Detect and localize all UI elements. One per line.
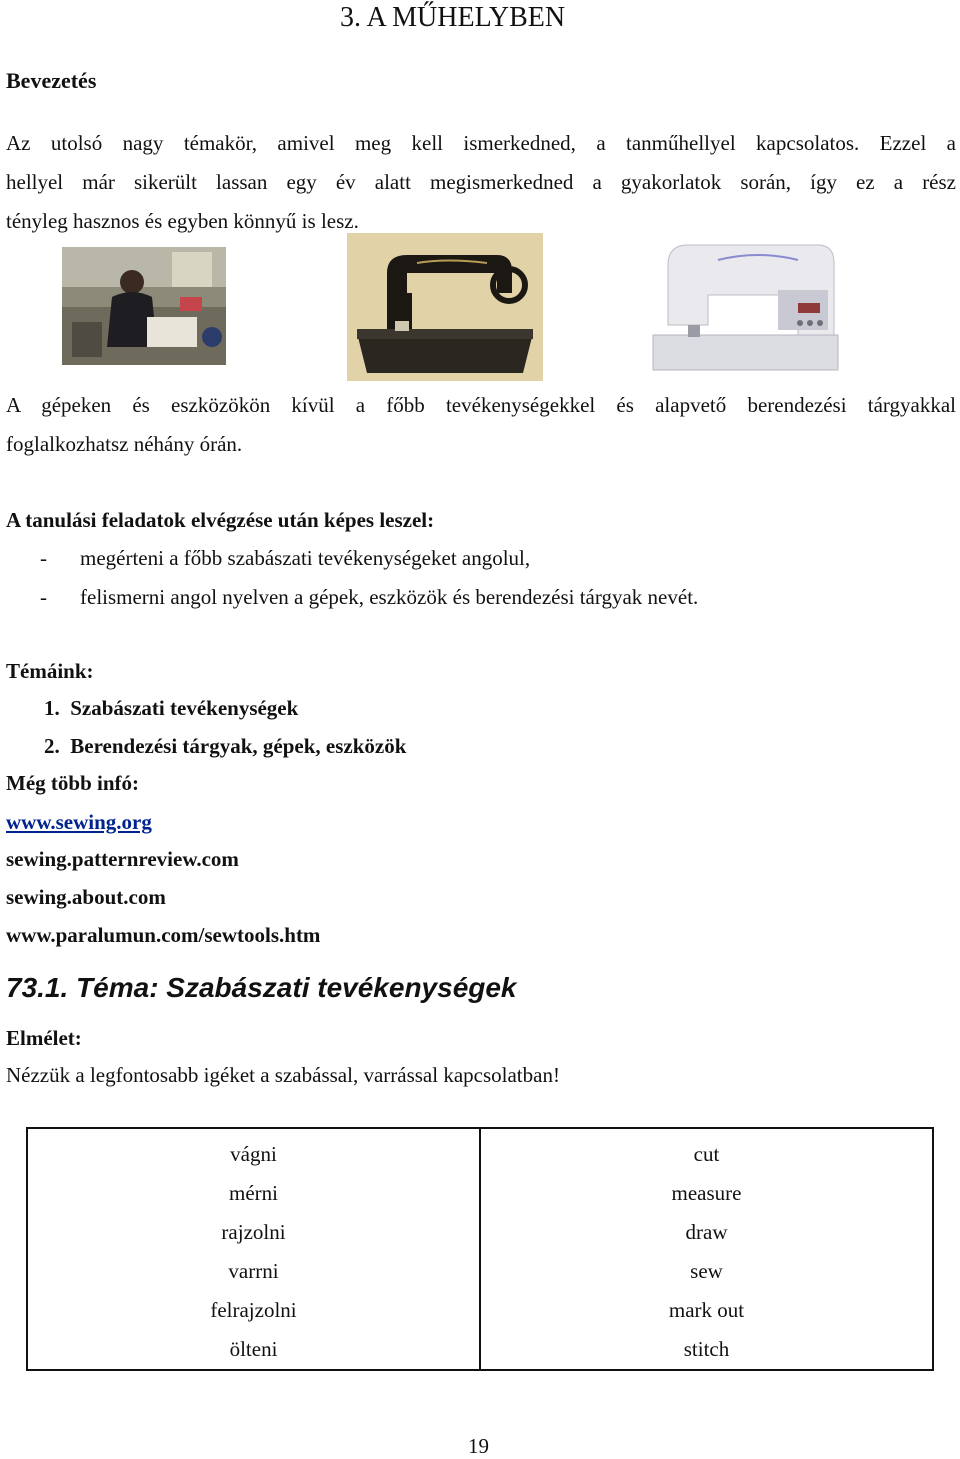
vocabulary-table <box>26 1127 934 1371</box>
theory-heading: Elmélet: <box>6 1026 82 1050</box>
table-row <box>27 1291 933 1330</box>
hungarian-word: varrni <box>27 1252 480 1291</box>
objective-text: felismerni angol nyelven a gépek, eszközök és berendezési tárgyak nevét. <box>80 585 699 609</box>
workshop-photo <box>62 247 226 365</box>
english-word: measure <box>671 1181 742 1205</box>
topic-item-2: 2. Berendezési tárgyak, gépek, eszközök <box>44 734 407 758</box>
link-sewing-about: sewing.about.com <box>6 885 166 909</box>
english-word: stitch <box>683 1337 730 1361</box>
modern-sewing-machine <box>648 235 844 379</box>
objective-dash: - <box>40 585 47 609</box>
link-paralumun: www.paralumun.com/sewtools.htm <box>6 923 321 947</box>
english-word: draw <box>685 1220 728 1244</box>
theory-text: Nézzük a legfontosabb igéket a szabással, varrással kapcsolatban! <box>6 1063 560 1087</box>
hungarian-word: vágni <box>27 1128 480 1174</box>
link-patternreview: sewing.patternreview.com <box>6 847 239 871</box>
hungarian-word: felrajzolni <box>27 1291 480 1330</box>
topic-item-1: 1. Szabászati tevékenységek <box>44 696 299 720</box>
english-word: sew <box>690 1259 723 1283</box>
hungarian-word: mérni <box>27 1174 480 1213</box>
objective-item <box>6 585 698 610</box>
english-word: cut <box>693 1142 720 1166</box>
vintage-sewing-machine <box>347 233 543 381</box>
machines-paragraph <box>6 386 956 464</box>
intro-line-1: Az utolsó nagy témakör, amivel meg kell ismerkedned, a tanműhellyel kapcsolatos. Ezzel a <box>6 131 956 155</box>
table-row <box>27 1128 933 1174</box>
hungarian-word: rajzolni <box>27 1213 480 1252</box>
machines-line-1: A gépeken és eszközökön kívül a főbb tevékenységekkel és alapvető berendezési tárgyakkal <box>6 393 956 417</box>
intro-paragraph <box>6 124 956 241</box>
objective-dash: - <box>40 546 47 570</box>
hungarian-word: ölteni <box>27 1330 480 1370</box>
intro-heading: Bevezetés <box>6 68 97 93</box>
topic-heading: 73.1. Téma: Szabászati tevékenységek <box>6 972 517 1003</box>
link-sewing-org[interactable]: www.sewing.org <box>6 810 152 834</box>
table-row <box>27 1213 933 1252</box>
objective-text: megérteni a főbb szabászati tevékenységeket angolul, <box>80 546 531 570</box>
table-row <box>27 1252 933 1291</box>
english-word: mark out <box>668 1298 745 1322</box>
table-row <box>27 1330 933 1370</box>
intro-line-2: hellyel már sikerült lassan egy év alatt megismerkedned a gyakorlatok során, így ez a rész <box>6 170 956 194</box>
objective-item <box>6 546 530 571</box>
topics-heading: Témáink: <box>6 659 94 683</box>
more-info-heading: Még több infó: <box>6 771 139 795</box>
machines-line-2: foglalkozhatsz néhány órán. <box>6 432 243 456</box>
objectives-heading: A tanulási feladatok elvégzése után képes leszel: <box>6 508 435 532</box>
table-row <box>27 1174 933 1213</box>
page-number: 19 <box>468 1434 489 1458</box>
intro-line-3: tényleg hasznos és egyben könnyű is lesz. <box>6 209 359 233</box>
chapter-title: 3. A MŰHELYBEN <box>340 2 566 33</box>
